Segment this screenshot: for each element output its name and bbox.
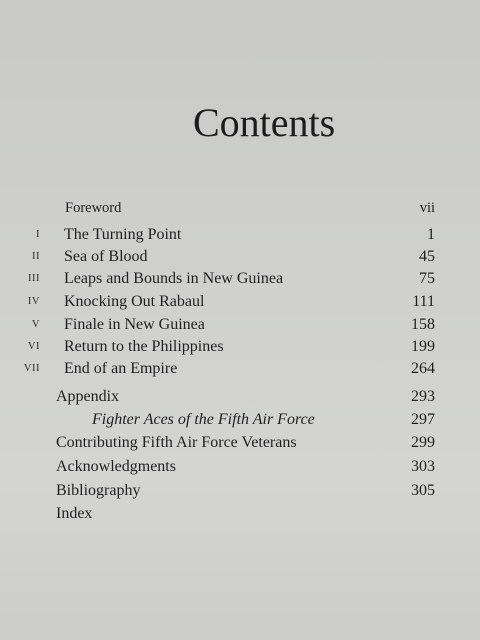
entry-page: 297 — [411, 411, 435, 428]
chapter-numeral: VII — [23, 363, 40, 374]
entry-title: Return to the Philippines — [64, 338, 224, 355]
toc-entry-foreword — [0, 197, 480, 219]
entry-title: Knocking Out Rabaul — [64, 293, 205, 310]
page-title: Contents — [193, 100, 336, 145]
toc-entry-chapter-7 — [0, 358, 480, 380]
entry-page: 264 — [411, 360, 435, 377]
entry-page: 299 — [411, 434, 435, 451]
entry-title: Fighter Aces of the Fifth Air Force — [92, 411, 315, 428]
toc-entry-chapter-2 — [0, 246, 480, 268]
entry-page: 199 — [411, 338, 435, 355]
chapter-numeral: VI — [27, 341, 40, 352]
toc-entry-chapter-4 — [0, 291, 480, 313]
entry-title: Acknowledgments — [56, 458, 176, 475]
toc-entry-acknowledgments — [0, 456, 480, 478]
toc-entry-chapter-1 — [0, 224, 480, 246]
entry-title: Bibliography — [56, 482, 141, 499]
entry-title: Sea of Blood — [64, 248, 148, 265]
chapter-numeral: IV — [27, 296, 40, 307]
entry-title: Contributing Fifth Air Force Veterans — [56, 434, 297, 451]
toc-entry-appendix — [0, 386, 480, 408]
entry-title: Foreword — [65, 200, 122, 216]
toc-entry-chapter-3 — [0, 268, 480, 290]
toc-entry-chapter-6 — [0, 336, 480, 358]
entry-page: 293 — [411, 388, 435, 405]
entry-title: Finale in New Guinea — [64, 316, 205, 333]
entry-page: vii — [419, 200, 435, 216]
chapter-numeral: V — [31, 319, 40, 330]
entry-page: 1 — [427, 226, 435, 243]
chapter-numeral: I — [36, 229, 40, 240]
toc-entry-index — [0, 503, 480, 525]
entry-title: The Turning Point — [64, 226, 182, 243]
entry-title: Appendix — [56, 388, 120, 405]
chapter-numeral: III — [28, 273, 40, 284]
chapter-numeral: II — [32, 251, 40, 262]
entry-title: End of an Empire — [64, 360, 178, 377]
entry-page: 45 — [419, 248, 435, 265]
toc-entry-fighter-aces — [0, 409, 480, 431]
toc-entry-bibliography — [0, 480, 480, 502]
toc-entry-contributing-veterans — [0, 432, 480, 454]
entry-page: 75 — [419, 270, 435, 287]
toc-entry-chapter-5 — [0, 314, 480, 336]
entry-page: 111 — [412, 293, 435, 310]
entry-title: Leaps and Bounds in New Guinea — [64, 270, 284, 287]
entry-page: 303 — [411, 458, 435, 475]
entry-page: 305 — [411, 482, 435, 499]
entry-page: 158 — [411, 316, 435, 333]
entry-title: Index — [56, 505, 93, 522]
